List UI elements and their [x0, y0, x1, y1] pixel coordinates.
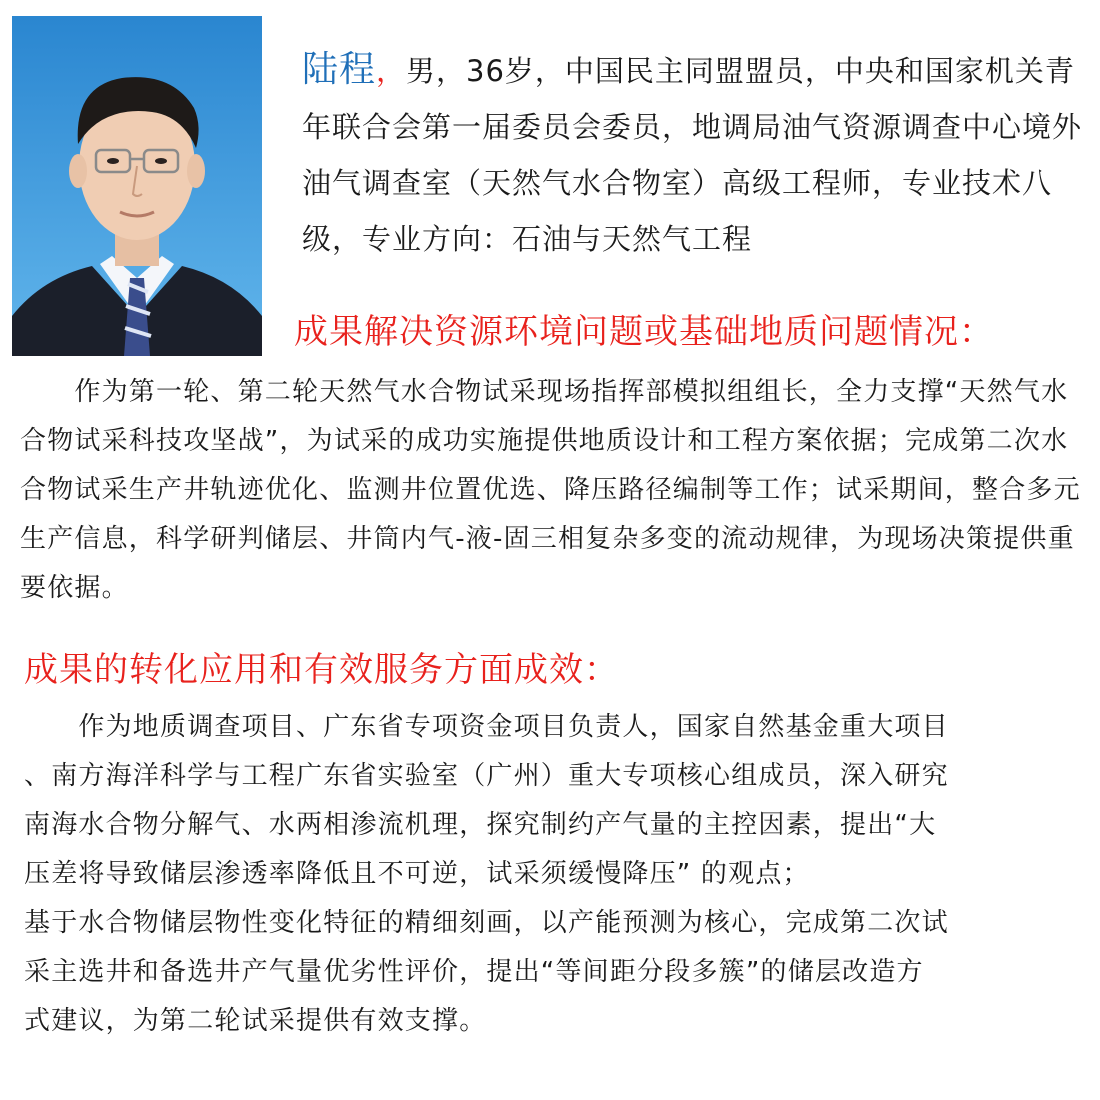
name-separator: ，	[376, 54, 407, 88]
bio-text: 男，36岁，中国民主同盟盟员，中央和国家机关青年联合会第一届委员会委员，地调局油气资源调查中心境外油气调查室（天然气水合物室）高级工程师，专业技术八级，专业方向：石油与天然气工程	[302, 54, 1083, 256]
portrait-illustration	[12, 16, 262, 356]
person-name: 陆程	[302, 49, 377, 90]
section-body-application-paragraph-1: 作为地质调查项目、广东省专项资金项目负责人，国家自然基金重大项目 、南方海洋科学与工程广东省实验室（广州）重大专项核心组成员，深入研究 南海水合物分解气、水两相渗流机理，探究制约产气量的主控因素，提出“大 压差将导致储层渗透率降低且不可逆，试采须缓慢降压” 的观点；	[24, 712, 949, 889]
profile-bio	[302, 42, 1092, 267]
section-heading-resource-issues: 成果解决资源环境问题或基础地质问题情况：	[294, 312, 994, 352]
section-body-resource-issues: 作为第一轮、第二轮天然气水合物试采现场指挥部模拟组组长，全力支撑“天然气水合物试采科技攻坚战”，为试采的成功实施提供地质设计和工程方案依据；完成第二次水合物试采生产井轨迹优化、监测井位置优选、降压路径编制等工作；试采期间，整合多元生产信息，科学研判储层、井筒内气-液-固三相复杂多变的流动规律，为现场决策提供重要依据。	[20, 377, 1081, 603]
section-body-application-paragraph-2: 基于水合物储层物性变化特征的精细刻画，以产能预测为核心，完成第二次试 采主选井和备选井产气量优劣性评价，提出“等间距分段多簇”的储层改造方 式建议，为第二轮试采提供有效支撑。	[24, 908, 949, 1036]
section-heading-application-results: 成果的转化应用和有效服务方面成效：	[24, 650, 619, 690]
profile-photo	[12, 16, 262, 356]
